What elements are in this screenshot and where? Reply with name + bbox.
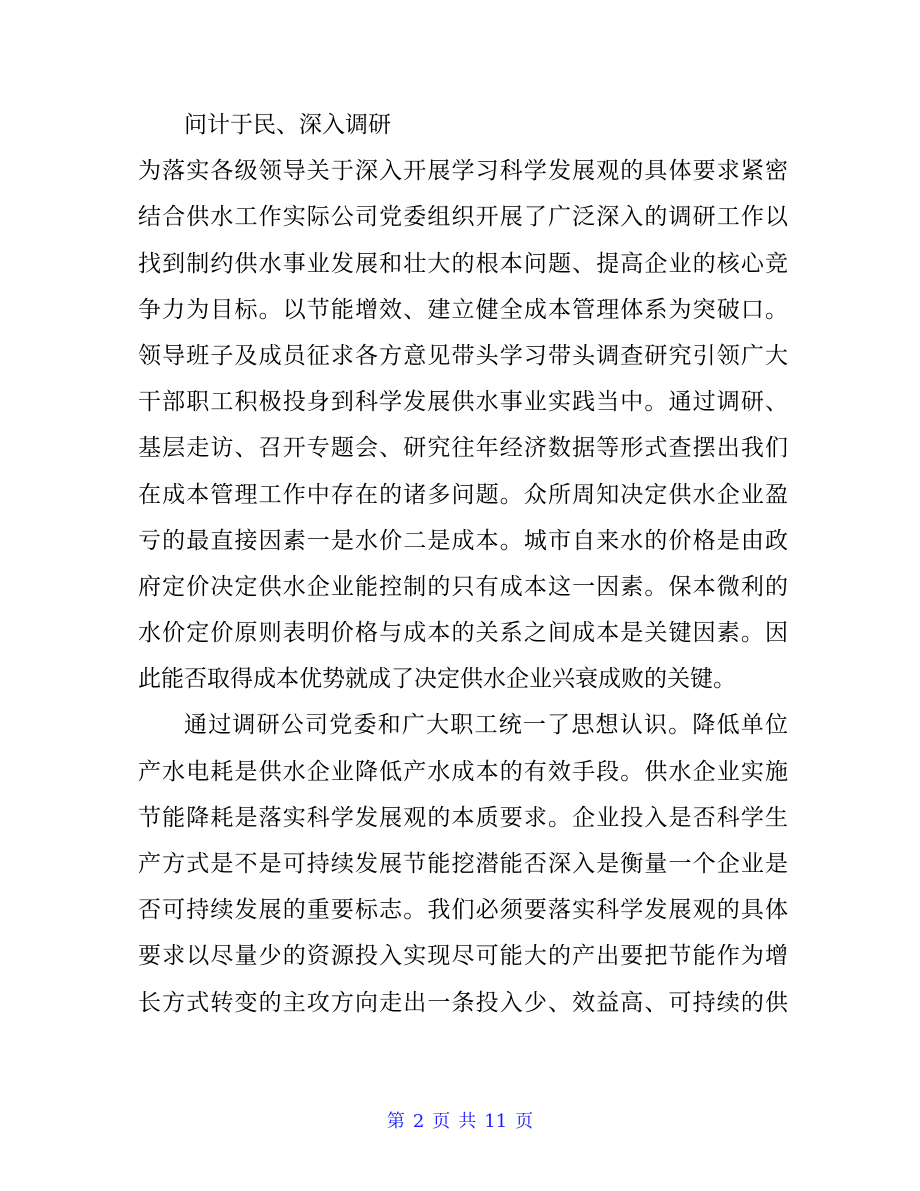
paragraph-line: 府定价决定供水企业能控制的只有成本这一因素。保本微利的: [138, 573, 788, 600]
section-heading: 问计于民、深入调研: [184, 112, 391, 138]
paragraph-line: 领导班子及成员征求各方意见带头学习带头调查研究引领广大: [138, 342, 788, 369]
paragraph-line: 争力为目标。以节能增效、建立健全成本管理体系为突破口。: [138, 296, 788, 323]
paragraph-line: 结合供水工作实际公司党委组织开展了广泛深入的调研工作以: [138, 204, 788, 231]
paragraph-line: 干部职工积极投身到科学发展供水事业实践当中。通过调研、: [138, 389, 788, 416]
paragraph-line: 亏的最直接因素一是水价二是成本。城市自来水的价格是由政: [138, 527, 788, 554]
current-page-number: 2: [412, 1111, 425, 1132]
paragraph-1: [138, 148, 788, 702]
page-unit: 页: [432, 1111, 451, 1132]
total-page-count: 11: [484, 1111, 508, 1132]
paragraph-line: 在成本管理工作中存在的诸多问题。众所周知决定供水企业盈: [138, 481, 788, 508]
paragraph-line: 通过调研公司党委和广大职工统一了思想认识。降低单位: [184, 712, 788, 739]
paragraph-line: 为落实各级领导关于深入开展学习科学发展观的具体要求紧密: [138, 158, 788, 185]
page-label-prefix: 第: [386, 1111, 405, 1132]
paragraph-line: 要求以尽量少的资源投入实现尽可能大的产出要把节能作为增: [138, 943, 788, 970]
paragraph-2: [138, 702, 788, 1025]
paragraph-line: 否可持续发展的重要标志。我们必须要落实科学发展观的具体: [138, 897, 788, 924]
paragraph-line: 基层走访、召开专题会、研究往年经济数据等形式查摆出我们: [138, 435, 788, 462]
paragraph-line: 长方式转变的主攻方向走出一条投入少、效益高、可持续的供: [138, 989, 788, 1016]
paragraph-line: 产水电耗是供水企业降低产水成本的有效手段。供水企业实施: [138, 758, 788, 785]
page-footer: [0, 1110, 920, 1134]
paragraph-line: 产方式是不是可持续发展节能挖潜能否深入是衡量一个企业是: [138, 851, 788, 877]
total-unit: 页: [515, 1111, 534, 1132]
document-body: [138, 102, 788, 1026]
paragraph-line: 此能否取得成本优势就成了决定供水企业兴衰成败的关键。: [138, 666, 736, 693]
paragraph-line: 找到制约供水事业发展和壮大的根本问题、提高企业的核心竞: [138, 250, 788, 277]
total-prefix: 共: [458, 1111, 477, 1132]
paragraph-line: 水价定价原则表明价格与成本的关系之间成本是关键因素。因: [138, 620, 788, 647]
paragraph-line: 节能降耗是落实科学发展观的本质要求。企业投入是否科学生: [138, 804, 788, 831]
